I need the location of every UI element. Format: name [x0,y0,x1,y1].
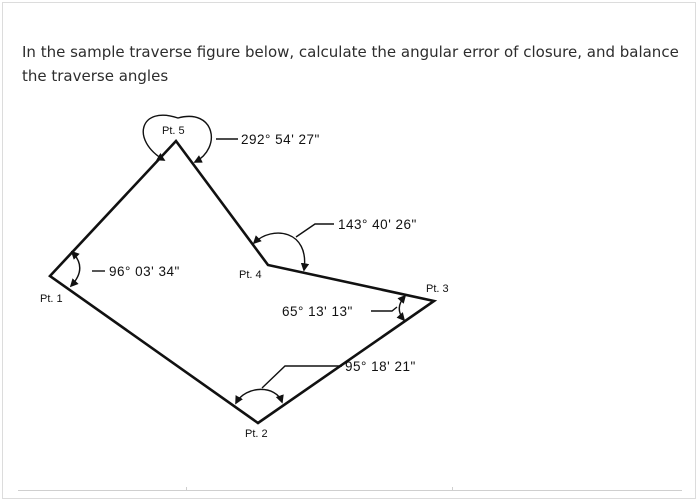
point-label-3: Pt. 3 [426,283,449,295]
angle-arc-pt2 [236,389,282,403]
point-label-4: Pt. 4 [239,269,262,281]
bottom-divider [18,490,682,491]
point-label-2: Pt. 2 [245,428,268,440]
angle-arc-pt1 [71,252,80,286]
bottom-tick [186,487,187,491]
traverse-polygon [50,141,434,423]
angle-arc-pt3 [399,296,405,320]
point-label-5: Pt. 5 [162,125,185,137]
question-text: In the sample traverse figure below, calculate the angular error of closure, and balance the traverse angles [22,43,679,85]
leader-line-pt2 [262,366,342,388]
point-label-1: Pt. 1 [40,293,63,305]
angle-arc-pt5 [143,115,211,162]
leader-line-pt4 [296,224,334,237]
angle-arc-pt4 [254,233,305,270]
angle-label-pt4: 143° 40' 26" [338,217,417,232]
bottom-tick [452,487,453,491]
leader-line-pt3 [371,307,397,311]
angle-label-pt1: 96° 03' 34" [109,264,180,279]
angle-label-pt3: 65° 13' 13" [282,304,353,319]
angle-label-pt5: 292° 54' 27" [241,132,320,147]
angle-label-pt2: 95° 18' 21" [345,359,416,374]
